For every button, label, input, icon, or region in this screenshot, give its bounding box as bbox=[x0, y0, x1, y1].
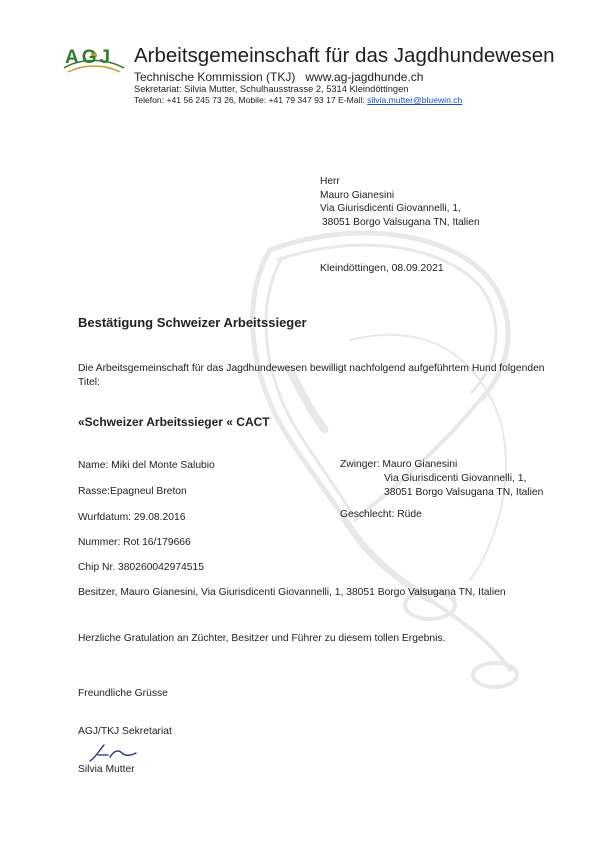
congratulations-text: Herzliche Gratulation an Züchter, Besitzer und Führer zu diesem tollen Ergebnis. bbox=[78, 633, 446, 644]
phone-numbers: Telefon: +41 56 245 73 26, Mobile: +41 79 347 93 17 E-Mail: bbox=[134, 95, 368, 105]
contact-line bbox=[134, 95, 462, 105]
award-title: «Schweizer Arbeitssieger « CACT bbox=[78, 415, 270, 429]
recipient-street: Via Giurisdicenti Giovannelli, 1, bbox=[320, 203, 461, 214]
dog-breed: Rasse:Epagneul Breton bbox=[78, 486, 187, 497]
commission-name: Technische Kommission (TKJ) bbox=[134, 70, 296, 84]
kennel-city: 38051 Borgo Valsugana TN, Italien bbox=[384, 486, 544, 498]
kennel-street: Via Giurisdicenti Giovannelli, 1, bbox=[384, 472, 527, 484]
dog-leash-icon bbox=[230, 220, 530, 690]
handwritten-signature bbox=[88, 741, 138, 763]
organization-title: Arbeitsgemeinschaft für das Jagdhundewesen bbox=[134, 44, 555, 67]
dog-number: Nummer: Rot 16/179666 bbox=[78, 537, 191, 548]
letter-date: Kleindöttingen, 08.09.2021 bbox=[320, 263, 444, 274]
website-link[interactable]: www.ag-jagdhunde.ch bbox=[305, 70, 424, 84]
dog-owner: Besitzer, Mauro Gianesini, Via Giurisdicenti Giovannelli, 1, 38051 Borgo Valsugana TN, Italien bbox=[78, 587, 506, 598]
dog-name: Name: Miki del Monte Salubio bbox=[78, 460, 215, 471]
sender-organization: AGJ/TKJ Sekretariat bbox=[78, 726, 172, 737]
kennel-block bbox=[340, 458, 543, 499]
secretariat-address: Sekretariat: Silvia Mutter, Schulhausstrasse 2, 5314 Kleindöttingen bbox=[134, 84, 409, 94]
signer-name: Silvia Mutter bbox=[78, 764, 135, 775]
kennel-label: Zwinger: Mauro Gianesini bbox=[340, 459, 458, 470]
recipient-city: 38051 Borgo Valsugana TN, Italien bbox=[322, 216, 480, 228]
recipient-name: Mauro Gianesini bbox=[320, 189, 395, 201]
letter-subject: Bestätigung Schweizer Arbeitssieger bbox=[78, 315, 307, 330]
closing-greeting: Freundliche Grüsse bbox=[78, 688, 168, 699]
dog-chip: Chip Nr. 380260042974515 bbox=[78, 562, 204, 573]
email-link[interactable]: silvia.mutter@bluewin.ch bbox=[367, 95, 463, 105]
dog-sex: Geschlecht: Rüde bbox=[340, 509, 422, 520]
logo-text: AGJ bbox=[65, 47, 114, 68]
dog-birth-date: Wurfdatum: 29.08.2016 bbox=[78, 512, 186, 523]
organization-subtitle bbox=[134, 70, 423, 84]
intro-paragraph: Die Arbeitsgemeinschaft für das Jagdhundewesen bewilligt nachfolgend aufgeführtem Hund folgenden Titel: bbox=[78, 363, 545, 388]
recipient-address bbox=[320, 175, 480, 229]
recipient-salutation: Herr bbox=[320, 176, 340, 187]
